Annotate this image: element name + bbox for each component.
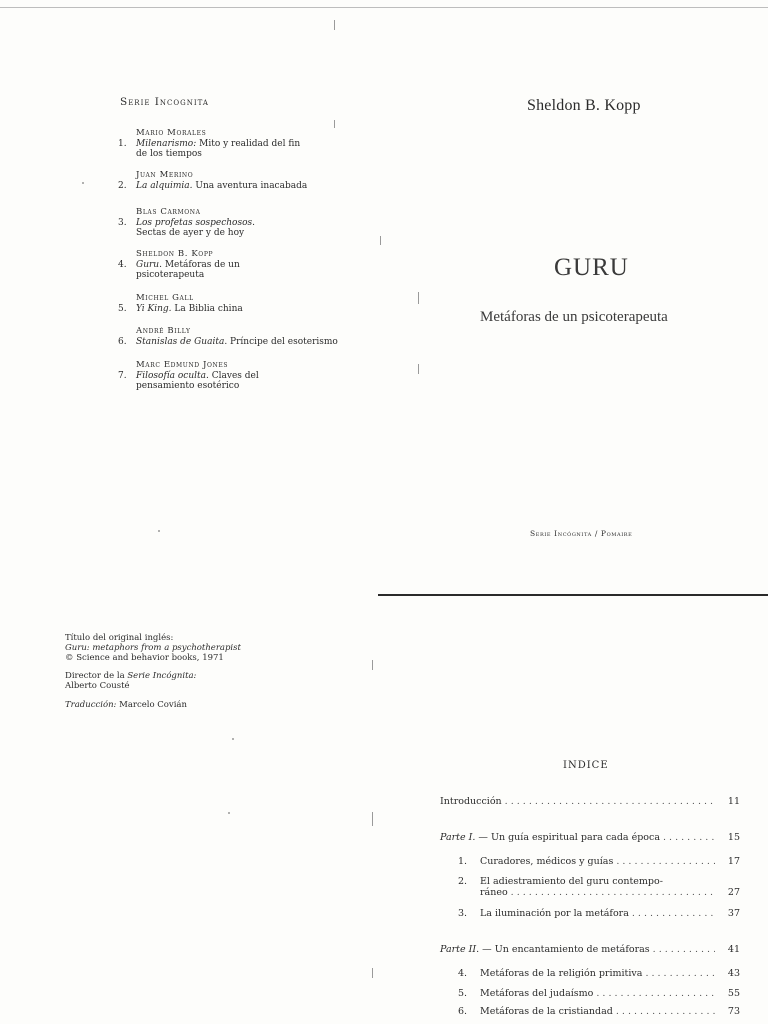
toc-entry xyxy=(458,988,740,999)
toc-entry-line xyxy=(458,988,740,999)
series-entry xyxy=(118,207,368,239)
entry-author: Sheldon B. Kopp xyxy=(136,249,214,259)
scan-mark xyxy=(372,968,373,978)
scan-mark xyxy=(334,20,335,30)
scan-mark xyxy=(334,120,335,128)
series-entry xyxy=(118,360,368,392)
entry-number: 4. xyxy=(118,259,127,270)
toc-entry-title: 1. Curadores, médicos y guías xyxy=(458,856,614,867)
entry-subtitle: Príncipe del esoterismo xyxy=(227,336,338,347)
scan-mark xyxy=(372,660,373,670)
toc-entry-line xyxy=(458,908,740,919)
toc-entry-line xyxy=(458,887,740,898)
toc-entry-title: Parte I. — Un guía espiritual para cada época xyxy=(440,832,660,843)
entry-title: Los profetas sospechosos. xyxy=(136,217,255,228)
entry-author: Juan Merino xyxy=(136,170,194,180)
toc-entry-line xyxy=(440,796,740,807)
entry-author: André Billy xyxy=(136,326,191,336)
top-edge-line xyxy=(0,7,768,8)
toc-page-number: 43 xyxy=(727,968,740,979)
entry-number: 1. xyxy=(118,138,127,149)
book-subtitle: Metáforas de un psicoterapeuta xyxy=(480,309,668,325)
toc-page-number: 41 xyxy=(727,944,740,955)
toc-entry-title: 4. Metáforas de la religión primitiva xyxy=(458,968,643,979)
director-label: Director de la Serie Incógnita: xyxy=(65,671,197,682)
series-entry xyxy=(118,249,368,281)
entry-title: Stanislas de Guaita. xyxy=(136,336,228,347)
toc-entry xyxy=(440,944,740,955)
entry-continuation: de los tiempos xyxy=(136,149,202,159)
toc-page-number: 17 xyxy=(727,856,740,867)
entry-title-line xyxy=(118,337,368,348)
toc-page-number: 11 xyxy=(727,796,740,807)
toc-entry-title: 2. El adiestramiento del guru contempo- xyxy=(458,876,663,887)
toc-entry-line xyxy=(440,944,740,955)
entry-title: Filosofía oculta. xyxy=(136,370,209,381)
entry-continuation: Sectas de ayer y de hoy xyxy=(136,228,245,238)
toc-leader-dots xyxy=(616,856,715,867)
toc-entry-title-cont: ráneo xyxy=(480,887,508,898)
scan-mark xyxy=(418,292,419,304)
toc-entry-line xyxy=(458,876,740,887)
book-author: Sheldon B. Kopp xyxy=(527,97,641,114)
original-title: Guru: metaphors from a psychotherapist xyxy=(65,642,241,653)
page-fold-line xyxy=(378,594,768,596)
index-heading: INDICE xyxy=(563,760,609,771)
series-entry xyxy=(118,128,368,160)
scan-mark xyxy=(158,530,160,532)
toc-entry xyxy=(458,908,740,919)
entry-author: Marc Edmund Jones xyxy=(136,360,229,370)
toc-entry xyxy=(440,796,740,807)
scan-mark xyxy=(372,812,373,826)
entry-author: Mario Morales xyxy=(136,128,207,138)
toc-entry-line xyxy=(458,968,740,979)
toc-entry-title: 6. Metáforas de la cristiandad xyxy=(458,1006,613,1017)
entry-author: Michel Gall xyxy=(136,293,194,303)
entry-subtitle: Mito y realidad del fin xyxy=(196,138,301,149)
entry-number: 2. xyxy=(118,180,127,191)
entry-number: 5. xyxy=(118,303,127,314)
entry-subtitle: La Biblia china xyxy=(171,303,243,314)
toc-entry xyxy=(458,1006,740,1017)
toc-entry-title: Introducción xyxy=(440,796,502,807)
entry-number: 6. xyxy=(118,336,127,347)
publisher-imprint: Serie Incógnita / Pomaire xyxy=(530,529,633,538)
entry-title-line xyxy=(118,304,368,315)
toc-entry xyxy=(458,856,740,867)
toc-entry-title: Parte II. — Un encantamiento de metáforas xyxy=(440,944,650,955)
toc-page-number: 27 xyxy=(727,887,740,898)
scan-mark xyxy=(232,738,234,740)
toc-leader-dots xyxy=(645,968,715,979)
original-title-label: Título del original inglés: xyxy=(65,633,174,643)
entry-title-line xyxy=(118,218,368,229)
entry-subtitle: Claves del xyxy=(208,370,259,381)
entry-title: Milenarismo: xyxy=(136,138,197,149)
toc-page-number: 37 xyxy=(727,908,740,919)
toc-leader-dots xyxy=(616,1006,715,1017)
series-entry xyxy=(118,326,368,347)
toc-page-number: 15 xyxy=(727,832,740,843)
translation-credit: Traducción: Marcelo Covián xyxy=(65,699,187,710)
toc-leader-dots xyxy=(596,988,715,999)
toc-entry-line xyxy=(458,856,740,867)
entry-title-line xyxy=(118,371,368,382)
entry-title: Guru. xyxy=(136,259,162,270)
toc-page-number: 55 xyxy=(727,988,740,999)
entry-subtitle: Metáforas de un xyxy=(161,259,240,270)
entry-author: Blas Carmona xyxy=(136,207,201,217)
series-entry xyxy=(118,170,368,191)
entry-title: La alquimia. xyxy=(136,180,193,191)
toc-entry xyxy=(440,832,740,843)
entry-title-line xyxy=(118,181,368,192)
toc-page-number: 73 xyxy=(727,1006,740,1017)
copyright-block xyxy=(65,634,335,711)
toc-entry-line xyxy=(440,832,740,843)
toc-entry-title: 3. La iluminación por la metáfora xyxy=(458,908,629,919)
toc-leader-dots xyxy=(632,908,715,919)
copyright-line: © Science and behavior books, 1971 xyxy=(65,652,224,663)
scan-mark xyxy=(380,236,381,245)
entry-title-line xyxy=(118,260,368,271)
series-heading: Serie Incognita xyxy=(120,96,209,108)
toc-entry-line xyxy=(458,1006,740,1017)
director-name: Alberto Cousté xyxy=(65,681,130,692)
entry-continuation: psicoterapeuta xyxy=(136,270,205,280)
toc-entry-title: 5. Metáforas del judaísmo xyxy=(458,988,594,999)
scan-mark xyxy=(82,182,84,184)
entry-continuation: pensamiento esotérico xyxy=(136,381,240,391)
scan-mark xyxy=(418,364,419,374)
scan-mark xyxy=(228,812,230,814)
entry-title-line xyxy=(118,139,368,150)
toc-leader-dots xyxy=(653,944,715,955)
entry-title: Yi King. xyxy=(136,303,172,314)
toc-entry xyxy=(458,968,740,979)
series-entry xyxy=(118,293,368,314)
toc-leader-dots xyxy=(511,887,715,898)
entry-number: 7. xyxy=(118,370,127,381)
toc-leader-dots xyxy=(505,796,715,807)
book-title: GURU xyxy=(554,254,629,281)
entry-number: 3. xyxy=(118,217,127,228)
toc-leader-dots xyxy=(663,832,715,843)
entry-subtitle: Una aventura inacabada xyxy=(192,180,308,191)
toc-entry xyxy=(458,876,740,898)
